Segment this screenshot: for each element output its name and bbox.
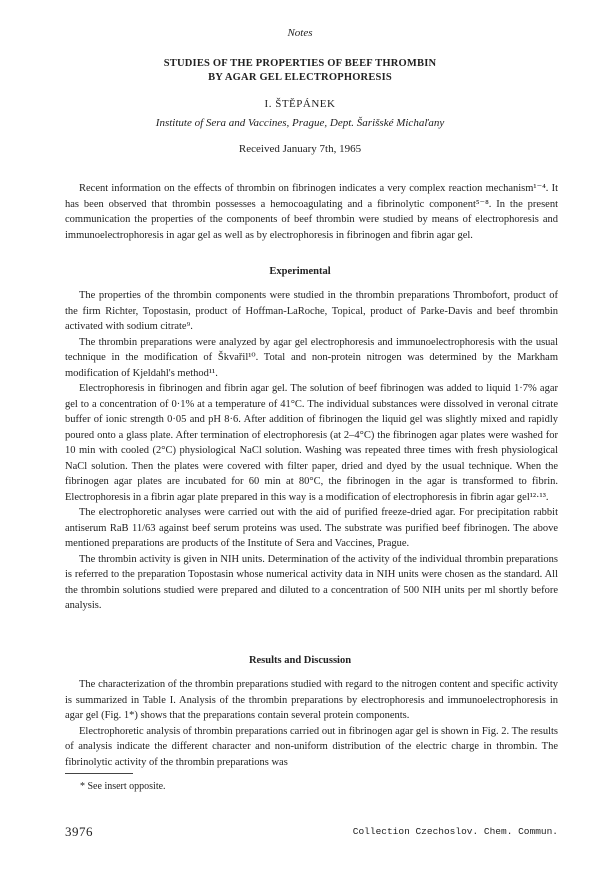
experimental-paragraph-4: The electrophoretic analyses were carried out with the aid of purified freeze-dried agar. For precipitation rabbit antiserum RaB 11/63 against beef serum proteins was used. The substrate was purified beef fibrinogen. The above mentioned preparations are products of the Institute of Sera and Vaccines, Prague.	[65, 507, 558, 549]
received-date: Received January 7th, 1965	[238, 143, 362, 155]
footnote: * See insert opposite.	[80, 781, 166, 792]
results-section	[65, 677, 558, 770]
footnote-divider	[65, 773, 133, 774]
experimental-paragraph-2: The thrombin preparations were analyzed by agar gel electrophoresis and immunoelectrophoresis with the usual technique in the modification of Škvařil¹⁰. Total and non-protein nitrogen was determined by the Markham modification of Kjeldahl's method¹¹.	[65, 336, 558, 379]
experimental-paragraph-5: The thrombin activity is given in NIH units. Determination of the activity of the individual thrombin preparations is referred to the preparation Topostasin whose numerical activity data in NIH units were chosen as the standard. All the thrombin solutions studied were prepared and diluted to a concentration of 500 NIH units per ml shortly before analysis.	[65, 553, 558, 611]
results-paragraph-1: The characterization of the thrombin preparations studied with regard to the nitrogen content and specific activity is summarized in Table I. Analysis of the thrombin preparations by electrophoresis and immunoelectrophoresis in agar gel (Fig. 1*) shows that the preparations contain several protein components.	[65, 679, 558, 721]
article-title	[0, 57, 600, 85]
author: I. ŠTĚPÁNEK	[264, 98, 336, 110]
title-line-1: STUDIES OF THE PROPERTIES OF BEEF THROMBIN	[163, 58, 437, 69]
experimental-paragraph-1: The properties of the thrombin components were studied in the thrombin preparations Thrombofort, product of the firm Richter, Topostasin, product of Hoffman-LaRoche, Topical, product of Parke-Davis and beef thrombin activated with sodium citrate⁹.	[65, 290, 558, 332]
running-header: Notes	[287, 27, 313, 39]
affiliation: Institute of Sera and Vaccines, Prague, Dept. Šarišské Michaľany	[155, 117, 445, 129]
intro-paragraph: Recent information on the effects of thrombin on fibrinogen indicates a very complex reaction mechanism¹⁻⁴. It has been observed that thrombin possesses a hemocoagulating and a fibrinolytic component⁵⁻⁸. In the present communication the properties of the components of beef thrombin were studied by means of electrophoresis and immunoelectrophoresis in agar gel as well as by electrophoresis in fibrinogen and fibrin agar gel.	[65, 183, 558, 241]
experimental-paragraph-3: Electrophoresis in fibrinogen and fibrin agar gel. The solution of beef fibrinogen was added to liquid 1·7% agar gel to a concentration of 0·1% at a temperature of 41°C. The individual substances were dissolved in veronal citrate buffer of ionic strength 0·05 and pH 8·6. After addition of fibrinogen the liquid gel was slightly mixed and rapidly poured onto a glass plate. After termination of electrophoresis (at 2–4°C) the fibrinogen agar plates were washed for 10 min with cooled (2°C) physiological NaCl solution. Washing was repeated three times with fresh physiological NaCl solution. Then the plates were covered with filter paper, dried and dyed by the usual technique. When the fibrinogen agar plates are incubated for 60 min at 80°C, the fibrinogen in the agar is transformed to fibrin. Electrophoresis in a fibrin agar plate prepared in this way is a modification of electrophoresis in fibrin agar gel¹²·¹³.	[65, 383, 558, 503]
results-paragraph-2: Electrophoretic analysis of thrombin preparations carried out in fibrinogen agar gel is shown in Fig. 2. The results of analysis indicate the different character and non-uniform distribution of the electric charge in thrombin. The fibrinolytic activity of the thrombin preparations was	[65, 725, 558, 768]
heading-experimental: Experimental	[269, 266, 331, 277]
introduction	[65, 181, 558, 243]
heading-results: Results and Discussion	[248, 655, 352, 666]
journal-name: Collection Czechoslov. Chem. Commun.	[352, 826, 558, 837]
title-line-2: BY AGAR GEL ELECTROPHORESIS	[208, 72, 392, 83]
experimental-section	[65, 288, 558, 614]
page-number: 3976	[65, 824, 93, 839]
